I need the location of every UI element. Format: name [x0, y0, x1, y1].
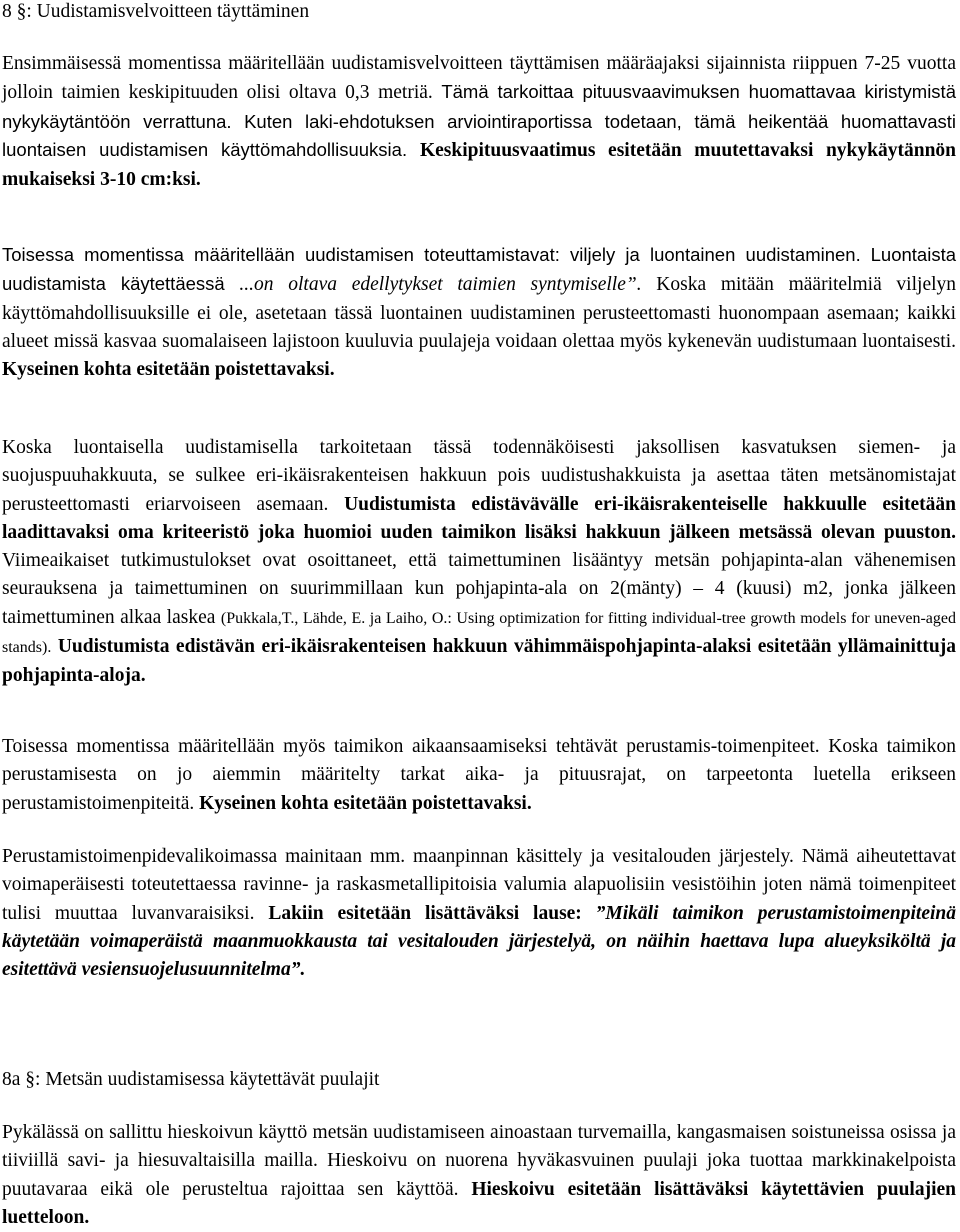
- paragraph-5: [2, 843, 956, 984]
- paragraph-4-text: Toisessa momentissa määritellään myös taimikon aikaansaamiseksi tehtävät perustamis-toimenpiteet. Koska taimikon perustamisesta on jo aiemmin määritelty tarkat aika- ja pituusrajat, on tarpeetonta luetella erikseen perustamistoimenpiteitä.: [2, 736, 956, 814]
- paragraph-6-proposal: Hieskoivu esitetään lisättäväksi käytettävien puulajien luetteloon.: [2, 1178, 956, 1228]
- paragraph-1-text-b: Tämä tarkoittaa pituusvaavimuksen huomattavaa kiristymistä nykykäytäntöön verrattuna. Kuten laki-ehdotuksen arviointiraportissa todetaan, tämä heikentää huomattavasti luontaisen uudistamisen käyttömahdollisuuksia.: [2, 81, 956, 160]
- paragraph-2-quote: ...on oltava edellytykset taimien syntymiselle”.: [239, 274, 642, 296]
- paragraph-3-reference: (Pukkala,T., Lähde, E. ja Laiho, O.: Using optimization for fitting individual-tree growth models for uneven-aged stands).: [2, 609, 956, 657]
- paragraph-2: [2, 241, 956, 384]
- paragraph-6-text: Pykälässä on sallittu hieskoivun käyttö metsän uudistamiseen ainoastaan turvemailla, kangasmaisen soistuneissa osissa ja tiiviillä savi- ja hiesuvaltaisilla mailla. Hieskoivu on nuorena hyväkasvuinen puulaji joka tuottaa markkinakelpoista puutavaraa eikä ole perusteltua rajoittaa sen käyttöä.: [2, 1122, 956, 1200]
- section-8a-heading: 8a §: Metsän uudistamisessa käytettävät puulajit: [2, 1069, 380, 1090]
- paragraph-5-proposal: Lakiin esitetään lisättäväksi lause:: [268, 902, 582, 924]
- paragraph-2-text-b: Luontaista uudistamista käytettäessä: [2, 244, 957, 295]
- paragraph-3-text-a: Koska luontaisella uudistamisella tarkoitetaan tässä todennäköisesti jaksollisen kasvatuksen siemen- ja suojuspuuhakkuuta, se sulkee eri-ikäisrakenteisen hakkuun pois uudistushakkuista ja asettaa täten metsänomistajat perusteettomasti eriarvoiseen asemaan.: [2, 437, 956, 515]
- paragraph-6: [2, 1119, 956, 1232]
- paragraph-4-proposal: Kyseinen kohta esitetään poistettavaksi.: [199, 792, 532, 814]
- paragraph-4: [2, 733, 956, 818]
- paragraph-2-text-a: Toisessa momentissa määritellään uudistamisen toteuttamistavat: viljely ja luontainen uudistaminen.: [2, 244, 861, 265]
- paragraph-3-proposal-a: Uudistumista edistävävälle eri-ikäisrakenteiselle hakkuulle esitetään laadittavaksi oma kriteeristö joka huomioi uuden taimikon lisäksi hakkuun jälkeen metsässä olevan puuston.: [2, 493, 956, 543]
- section-8-heading: 8 §: Uudistamisvelvoitteen täyttäminen: [2, 1, 310, 22]
- paragraph-2-proposal: Kyseinen kohta esitetään poistettavaksi.: [2, 359, 335, 381]
- paragraph-2-text-c: Koska mitään määritelmiä viljelyn käyttömahdollisuuksille ei ole, asetetaan tässä luontainen uudistaminen perusteettomasti huonompaan asemaan; kaikki alueet missä kasvaa suomalaiseen lajistoon kuuluvia puulajeja voidaan olettaa myös kykenevän uudistumaan luontaisesti.: [2, 274, 957, 352]
- paragraph-3-text-b: Viimeaikaiset tutkimustulokset ovat osoittaneet, että taimettuminen lisääntyy metsän pohjapinta-alan vähenemisen seurauksena ja taimettuminen on suurimmillaan kun pohjapinta-ala on 2(mänty) – 4 (kuusi) m2, jonka jälkeen taimettuminen alkaa laskea: [2, 550, 956, 628]
- paragraph-5-proposed-clause: ”Mikäli taimikon perustamistoimenpiteinä käytetään voimaperäistä maanmuokkausta tai vesitalouden järjestelyä, on näihin haettava lupa alueyksiköltä ja esitettävä vesiensuojelusuunnitelma”.: [2, 902, 957, 981]
- paragraph-1: [2, 49, 956, 194]
- paragraph-1-proposal: Keskipituusvaatimus esitetään muutettavaksi nykykäytännön mukaiseksi 3-10 cm:ksi.: [2, 139, 957, 191]
- paragraph-5-text: Perustamistoimenpidevalikoimassa mainitaan mm. maanpinnan käsittely ja vesitalouden järjestely. Nämä aiheutettavat voimaperäisesti toteutettaessa ravinne- ja raskasmetallipitoisia valumia alapuolisiin vesistöihin joten nämä toimenpiteet tulisi muuttaa luvanvaraisiksi.: [2, 846, 956, 924]
- paragraph-3: [2, 434, 956, 691]
- paragraph-3-proposal-b: Uudistumista edistävän eri-ikäisrakenteisen hakkuun vähimmäispohjapinta-alaksi esitetään yllämainittuja pohjapinta-aloja.: [2, 636, 956, 687]
- paragraph-1-text-a: Ensimmäisessä momentissa määritellään uudistamisvelvoitteen täyttämisen määräajaksi sijainnista riippuen 7-25 vuotta jolloin taimien keskipituuden olisi oltava 0,3 metriä.: [2, 53, 956, 104]
